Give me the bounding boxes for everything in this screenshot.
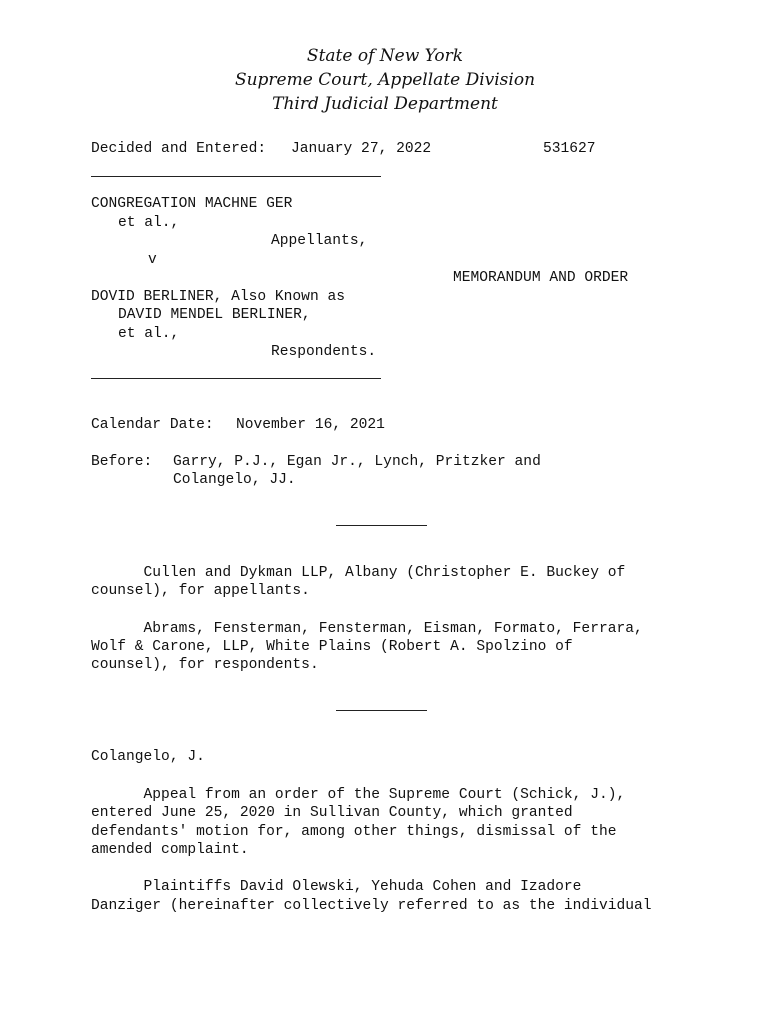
opinion-paragraph-line: entered June 25, 2020 in Sullivan County, which granted xyxy=(91,805,573,821)
appellant-role: Appellants, xyxy=(271,233,368,249)
before-label: Before: xyxy=(91,454,153,470)
document-type: MEMORANDUM AND ORDER xyxy=(453,270,629,286)
calendar-label: Calendar Date: xyxy=(91,417,214,433)
appellant-et-al: et al., xyxy=(118,215,180,231)
court-header xyxy=(0,44,770,116)
appellant-name: CONGREGATION MACHNE GER xyxy=(91,196,293,212)
opinion-paragraph-line: Danziger (hereinafter collectively referred to as the individual xyxy=(91,898,652,914)
opinion-paragraph-line: defendants' motion for, among other things, dismissal of the xyxy=(91,824,617,840)
caption-top-rule xyxy=(91,176,381,177)
respondent-name: DOVID BERLINER, Also Known as xyxy=(91,289,345,305)
counsel-appellants-line2: counsel), for appellants. xyxy=(91,583,310,599)
counsel-respondents-line3: counsel), for respondents. xyxy=(91,657,319,673)
court-state: State of New York xyxy=(306,46,464,66)
respondent-role: Respondents. xyxy=(271,344,377,360)
before-judges-line2: Colangelo, JJ. xyxy=(173,472,296,488)
section-divider xyxy=(336,710,427,711)
decided-date: January 27, 2022 xyxy=(291,141,432,157)
counsel-respondents-line2: Wolf & Carone, LLP, White Plains (Robert A. Spolzino of xyxy=(91,639,573,655)
counsel-appellants-line1: Cullen and Dykman LLP, Albany (Christopher E. Buckey of xyxy=(91,565,626,581)
counsel-respondents-line1: Abrams, Fensterman, Fensterman, Eisman, Formato, Ferrara, xyxy=(91,621,643,637)
docket-number: 531627 xyxy=(543,141,596,157)
calendar-date: November 16, 2021 xyxy=(236,417,385,433)
versus: v xyxy=(148,252,157,268)
caption-bottom-rule xyxy=(91,378,381,379)
before-judges-line1: Garry, P.J., Egan Jr., Lynch, Pritzker and xyxy=(173,454,541,470)
opinion-paragraph-line: Appeal from an order of the Supreme Court (Schick, J.), xyxy=(91,787,626,803)
respondent-aka: DAVID MENDEL BERLINER, xyxy=(118,307,311,323)
court-department: Third Judicial Department xyxy=(272,94,498,114)
opinion-paragraph-line: amended complaint. xyxy=(91,842,249,858)
respondent-et-al: et al., xyxy=(118,326,180,342)
opinion-author: Colangelo, J. xyxy=(91,749,205,765)
court-name: Supreme Court, Appellate Division xyxy=(234,70,536,90)
decided-label: Decided and Entered: xyxy=(91,141,267,157)
section-divider xyxy=(336,525,427,526)
opinion-paragraph-line: Plaintiffs David Olewski, Yehuda Cohen and Izadore xyxy=(91,879,582,895)
